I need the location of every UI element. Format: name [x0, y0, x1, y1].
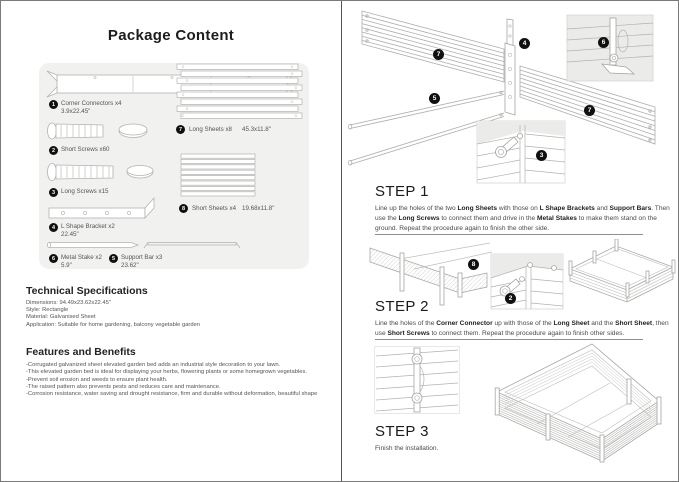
- item-number-badge: 4: [49, 223, 58, 232]
- package-item: [109, 254, 162, 269]
- package-item: [49, 100, 122, 115]
- package-item: [49, 254, 102, 269]
- metal-stake-illustration: [45, 240, 141, 250]
- feature-line: -Corrosion resistance, water saving and drought resistance, firm and durable without deformation, beautiful shape: [26, 391, 318, 398]
- spec-line: Style: Rectangle: [26, 307, 69, 314]
- item-dimension: 22.45": [61, 230, 79, 238]
- package-content-page: [1, 1, 341, 481]
- step3-description: Finish the installation.: [375, 445, 439, 452]
- technical-specifications-section: [26, 285, 200, 329]
- step1-description: Line up the holes of the two Long Sheets with those on L Shape Brackets and Support Bars. Then use the Long Screws to connect them and drive in the Metal Stakes to make them stand on the ground. Repeat the procedure again to finish the other side.: [375, 205, 670, 232]
- spec-line: Material: Galvanised Sheet: [26, 314, 96, 321]
- callout-support-bar: 5: [429, 93, 440, 104]
- callout-metal-stake: 6: [598, 37, 609, 48]
- item-label: Long Sheets x8: [189, 126, 233, 133]
- step3-title: STEP 3: [375, 423, 429, 440]
- item-number-badge: 1: [49, 100, 58, 109]
- short-sheets-illustration: [179, 153, 257, 198]
- step2-description: Line the holes of the Corner Connector up with those of the Long Sheet and the Short Sheet, then use Short Screws to connect them. Repeat the procedure again to finish other sides.: [375, 320, 669, 337]
- item-dimension: 3.9x22.45": [61, 107, 91, 115]
- callout-long-sheet: 7: [433, 49, 444, 60]
- long-screw-illustration: [43, 159, 158, 185]
- page-title: Package Content: [107, 27, 235, 44]
- step2-title: STEP 2: [375, 298, 429, 315]
- item-dimension: 5.9": [61, 261, 72, 269]
- feature-line: -The raised pattern also prevents pests and reduces care and maintenance.: [26, 383, 221, 390]
- item-number-badge: 8: [179, 204, 188, 213]
- item-dimension: 45.3x11.8": [242, 126, 271, 133]
- section-divider: [375, 234, 643, 235]
- support-bar-illustration: [142, 240, 242, 250]
- item-dimension: 19.68x11.8": [242, 205, 275, 212]
- item-number-badge: 7: [176, 125, 185, 134]
- features-benefits-heading: Features and Benefits: [26, 346, 136, 358]
- assembly-steps-page: [341, 1, 679, 481]
- spec-line: Dimensions: 94.49x23.62x22.45": [26, 300, 111, 306]
- item-number-badge: 6: [49, 254, 58, 263]
- package-item: [176, 125, 271, 134]
- l-shape-bracket-illustration: [45, 196, 157, 222]
- step1-section: [375, 183, 671, 234]
- item-label: Short Sheets x4: [192, 205, 237, 212]
- step2-section: [375, 298, 671, 339]
- callout-short-screw: 2: [505, 293, 516, 304]
- callout-long-sheet: 7: [584, 105, 595, 116]
- features-benefits-section: [26, 346, 317, 398]
- technical-specifications-heading: Technical Specifications: [26, 285, 148, 297]
- callout-short-sheet: 8: [468, 259, 479, 270]
- feature-line: -Corrugated galvanized sheet elevated garden bed adds an industrial style decoration to your lawn.: [26, 362, 281, 368]
- callout-long-screw: 3: [536, 150, 547, 161]
- step1-diagram: [342, 3, 679, 184]
- long-sheets-illustration: [174, 63, 304, 121]
- item-label: Long Screws x15: [61, 188, 109, 195]
- package-item: [49, 223, 115, 238]
- short-screw-illustration: [43, 119, 153, 143]
- item-number-badge: 5: [109, 254, 118, 263]
- feature-line: -Prevent soil erosion and weeds to ensure plant health.: [26, 376, 168, 383]
- package-items-panel: [39, 63, 309, 269]
- item-label: Support Bar x3: [121, 254, 163, 261]
- step3-section: [375, 423, 671, 454]
- spec-line: Application: Suitable for home gardening, balcony vegetable garden: [26, 321, 201, 328]
- item-label: Metal Stake x2: [61, 254, 102, 261]
- item-number-badge: 2: [49, 146, 58, 155]
- callout-corner-connector: 4: [519, 38, 530, 49]
- package-item: [179, 204, 274, 213]
- item-dimension: 23.62": [121, 261, 139, 269]
- step3-connector-closeup: [374, 346, 460, 414]
- item-label: Short Screws x60: [61, 146, 110, 153]
- package-item: [49, 146, 110, 155]
- feature-line: -This elevated garden bed is ideal for displaying your herbs, flowering plants or some homegrown vegetables.: [26, 369, 307, 376]
- item-number-badge: 3: [49, 188, 58, 197]
- item-label: Corner Connectors x4: [61, 100, 122, 107]
- step1-title: STEP 1: [375, 183, 429, 200]
- item-label: L Shape Bracket x2: [61, 223, 115, 230]
